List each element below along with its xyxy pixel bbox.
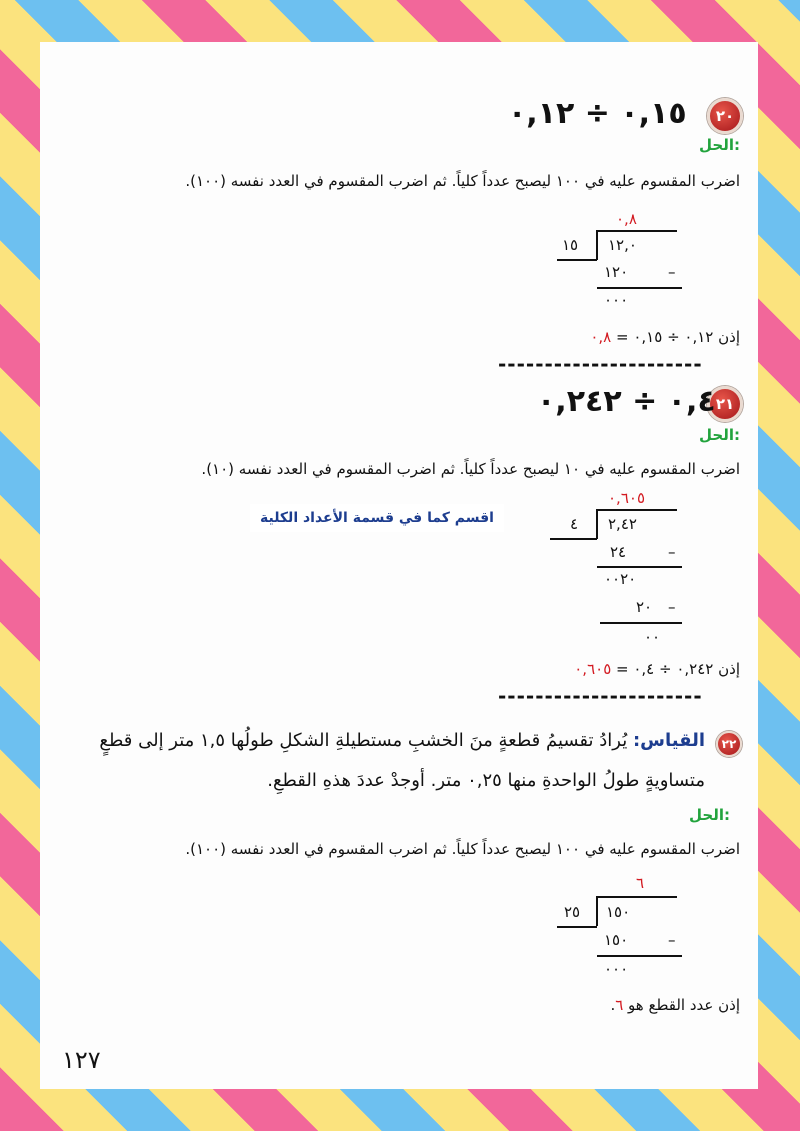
- problem-21-remainder-1: ٠٠٢٠: [604, 570, 637, 588]
- problem-20-divisor: ١٥: [562, 236, 579, 254]
- problem-21-answer: ٠,٦٠٥: [574, 660, 612, 678]
- problem-20-conclusion: [590, 328, 740, 346]
- problem-22-subtrahend: ١٥٠: [604, 931, 629, 949]
- problem-22-instruction: اضرب المقسوم عليه في ١٠٠ ليصبح عدداً كلياً. ثم اضرب المقسوم في العدد نفسه (١٠٠).: [185, 840, 740, 858]
- problem-21-quotient: ٠,٦٠٥: [608, 489, 645, 507]
- problem-20-division-bar: [597, 230, 677, 232]
- problem-22-statement-line-2: متساويةٍ طولُ الواحدةِ منها ٠,٢٥ متر. أوجدْ عددَ هذهِ القطعِ.: [267, 770, 705, 791]
- problem-21-division-bar: [597, 509, 677, 511]
- problem-22-conclusion-text: إذن عدد القطع هو: [623, 996, 740, 1014]
- problem-21-subtraction-line-1: [597, 566, 682, 568]
- problem-21-remainder-2: ٠٠: [644, 628, 661, 646]
- problem-20-subtrahend: ١٢٠: [604, 263, 629, 281]
- problem-21-divisor: ٤: [570, 515, 579, 533]
- problem-22-divisor: ٢٥: [564, 903, 581, 921]
- section-separator: ----------------------: [498, 352, 703, 376]
- problem-20-conclusion-text: إذن ٠,١٢ ÷ ٠,١٥ =: [611, 328, 740, 346]
- problem-20-divisor-underline: [557, 259, 597, 261]
- problem-21-expression: ٠,٤ ÷ ٠,٢٤٢: [537, 384, 716, 419]
- problem-22-subtraction-line: [597, 955, 682, 957]
- problem-22-division-bar: [597, 896, 677, 898]
- problem-21-minus-sign-1: –: [668, 543, 678, 561]
- problem-21-conclusion-text: إذن ٠,٢٤٢ ÷ ٠,٤ =: [611, 660, 740, 678]
- section-separator: ----------------------: [498, 684, 703, 708]
- problem-21-division-bracket: [596, 509, 598, 539]
- problem-22-topic: القياس:: [632, 730, 705, 751]
- problem-20-solution-label: الحل:: [699, 136, 740, 154]
- problem-20-answer: ٠,٨: [590, 328, 612, 346]
- problem-22-number-badge: ٢٢: [716, 731, 742, 757]
- problem-22-statement-text-1: يُرادُ تقسيمُ قطعةٍ منَ الخشبِ مستطيلةِ الشكلِ طولُها ١,٥ متر إلى قطعٍ: [99, 730, 628, 751]
- problem-22-division-bracket: [596, 896, 598, 926]
- problem-22-conclusion: [610, 996, 740, 1014]
- page-number: ١٢٧: [62, 1046, 101, 1074]
- problem-20-dividend: ١٢,٠: [608, 236, 637, 254]
- problem-20-expression: ٠,١٥ ÷ ٠,١٢: [508, 96, 687, 131]
- problem-22-period: .: [610, 996, 616, 1014]
- problem-22-answer: ٦: [615, 996, 624, 1014]
- problem-20-remainder: ٠٠٠: [604, 291, 629, 309]
- problem-21-minus-sign-2: –: [668, 598, 678, 616]
- problem-22-solution-label: الحل:: [689, 806, 730, 824]
- problem-21-number-badge: ٢١: [707, 386, 743, 422]
- problem-21-dividend: ٢,٤٢: [608, 515, 637, 533]
- problem-21-divisor-underline: [550, 538, 597, 540]
- problem-21-subtrahend-1: ٢٤: [610, 543, 627, 561]
- problem-21-conclusion: [574, 660, 740, 678]
- problem-22-statement-line-1: [99, 730, 705, 751]
- problem-20-subtraction-line: [597, 287, 682, 289]
- problem-22-remainder: ٠٠٠: [604, 960, 629, 978]
- problem-20-minus-sign: –: [668, 263, 678, 281]
- problem-21-subtraction-line-2: [600, 622, 682, 624]
- problem-22-quotient: ٦: [636, 874, 645, 892]
- problem-20-division-bracket: [596, 230, 598, 260]
- problem-21-subtrahend-2: ٢٠: [636, 598, 653, 616]
- problem-21-instruction: اضرب المقسوم عليه في ١٠ ليصبح عدداً كلياً. ثم اضرب المقسوم في العدد نفسه (١٠).: [201, 460, 740, 478]
- problem-22-minus-sign: –: [668, 931, 678, 949]
- problem-22-divisor-underline: [557, 926, 597, 928]
- problem-20-number-badge: ٢٠: [707, 98, 743, 134]
- problem-21-solution-label: الحل:: [699, 426, 740, 444]
- problem-20-instruction: اضرب المقسوم عليه في ١٠٠ ليصبح عدداً كلياً. ثم اضرب المقسوم في العدد نفسه (١٠٠).: [185, 172, 740, 190]
- hint-note-box: اقسم كما في قسمة الأعداد الكلية: [250, 504, 504, 532]
- problem-20-quotient: ٠,٨: [616, 210, 637, 228]
- problem-22-dividend: ١٥٠: [606, 903, 631, 921]
